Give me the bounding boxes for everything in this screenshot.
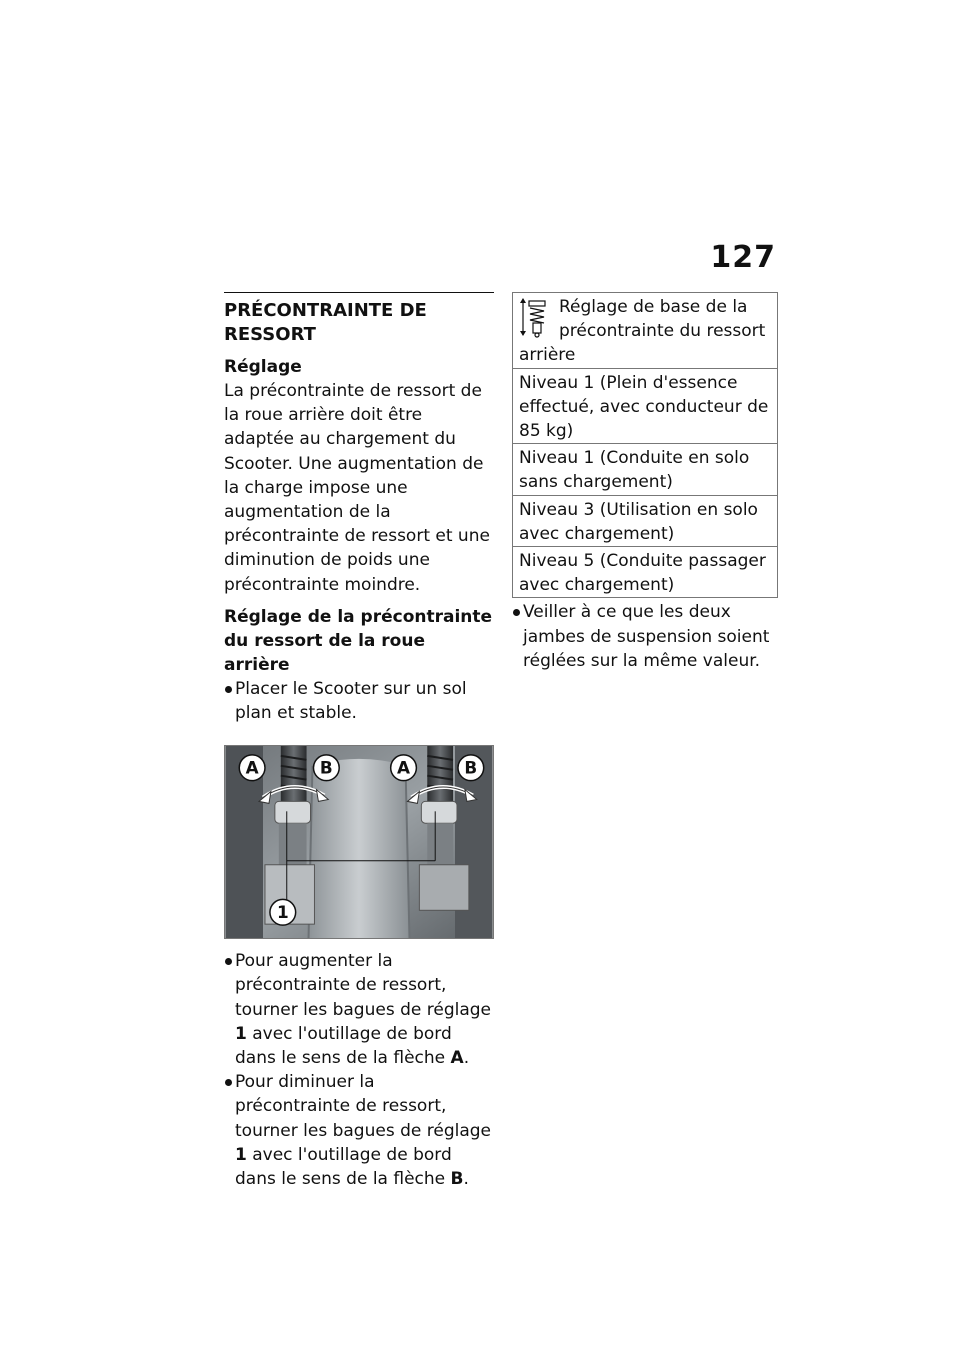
final-step: Veiller à ce que les deux jambes de suspension soient réglées sur la même valeur.: [512, 600, 778, 673]
left-column: [224, 292, 494, 1191]
step-3: Pour diminuer la précontrainte de ressort, tourner les bagues de réglage 1 avec l'outillage de bord dans le sens de la flèche B.: [224, 1070, 494, 1191]
label-b-left: B: [319, 757, 333, 778]
suspension-figure: [224, 745, 494, 939]
step-2: Pour augmenter la précontrainte de ressort, tourner les bagues de réglage 1 avec l'outillage de bord dans le sens de la flèche A.: [224, 949, 494, 1070]
section-title: PRÉCONTRAINTE DE RESSORT: [224, 300, 427, 345]
bullet-icon: [224, 677, 235, 725]
table-row: Niveau 3 (Utilisation en solo avec chargement): [513, 495, 778, 546]
adjust-heading: Réglage: [224, 357, 302, 377]
page-number: 127: [710, 240, 776, 275]
label-b-right: B: [464, 757, 478, 778]
table-row: Niveau 1 (Conduite en solo sans chargement): [513, 444, 778, 495]
step-1: Placer le Scooter sur un sol plan et stable.: [224, 677, 494, 725]
bullet-icon: [512, 600, 523, 673]
table-header-row: [513, 293, 778, 369]
bullet-icon: [224, 949, 235, 1070]
preload-settings-table: [512, 292, 778, 598]
bullet-icon: [224, 1070, 235, 1191]
table-row: Niveau 1 (Plein d'essence effectué, avec conducteur de 85 kg): [513, 368, 778, 444]
procedure-heading: Réglage de la précontrainte du ressort de la roue arrière: [224, 606, 493, 675]
label-1: 1: [276, 902, 289, 923]
right-column: [512, 292, 778, 673]
intro-paragraph: La précontrainte de ressort de la roue arrière doit être adaptée au chargement du Scooter. Une augmentation de la charge impose une augmentation de la précontrainte de ressort et une diminution de poids une précontrainte moindre.: [224, 381, 490, 595]
table-row: Niveau 5 (Conduite passager avec chargement): [513, 547, 778, 598]
label-a-right: A: [397, 757, 411, 778]
table-header-text: Réglage de base de la précontrainte du ressort arrière: [519, 297, 766, 366]
spring-preload-icon: [517, 295, 551, 339]
section-rule: [224, 292, 494, 293]
label-a-left: A: [245, 757, 259, 778]
